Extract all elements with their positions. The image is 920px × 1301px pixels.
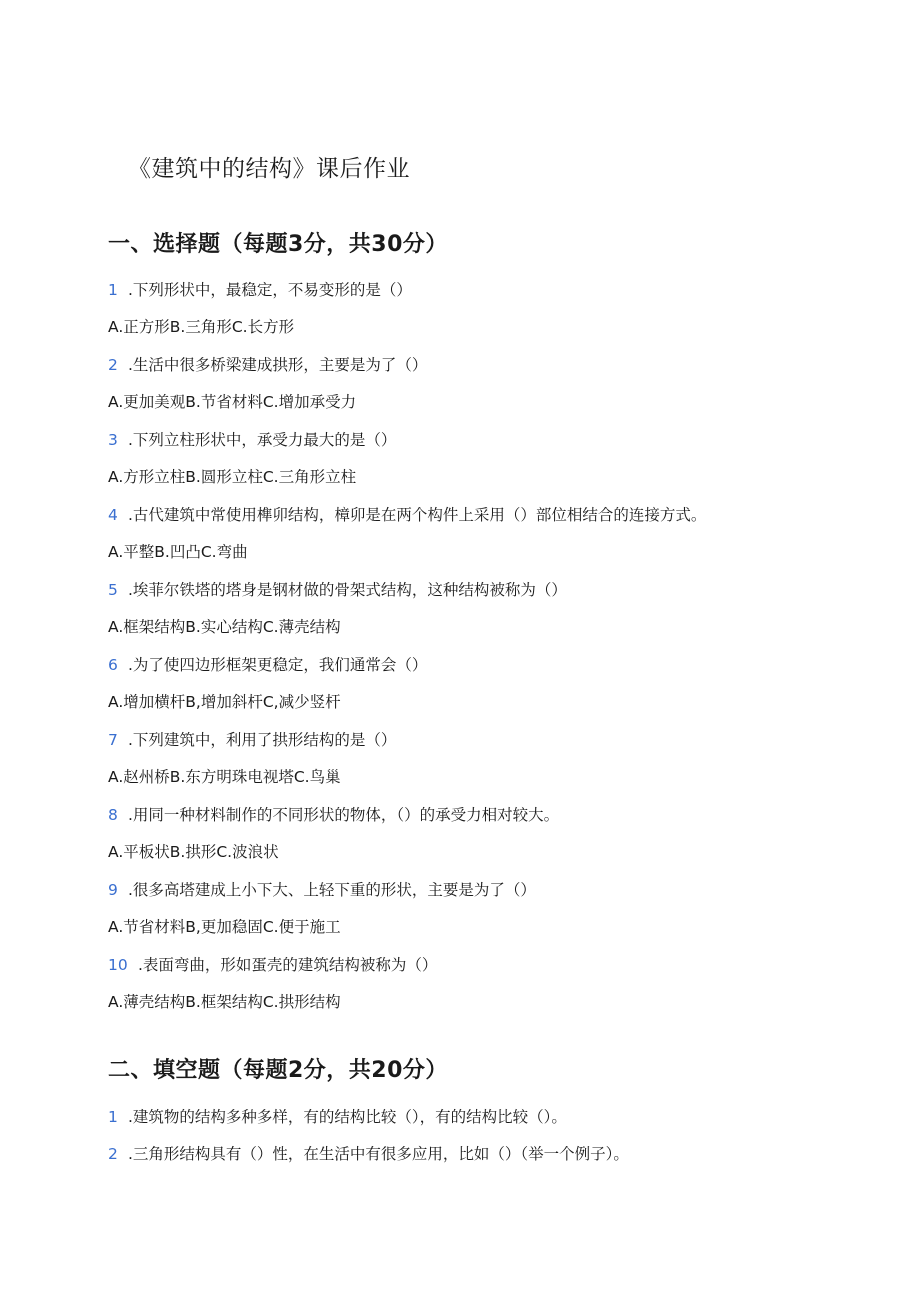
question-number: 3 bbox=[108, 431, 118, 449]
question-9 bbox=[108, 878, 536, 900]
question-text: .用同一种材料制作的不同形状的物体，（）的承受力相对较大。 bbox=[128, 806, 560, 824]
question-4-options: A.平整B.凹凸C.弯曲 bbox=[108, 543, 248, 561]
question-number: 7 bbox=[108, 731, 118, 749]
question-10-options: A.薄壳结构B.框架结构C.拱形结构 bbox=[108, 993, 341, 1011]
question-6 bbox=[108, 653, 427, 675]
question-2 bbox=[108, 353, 427, 375]
question-text: .埃菲尔铁塔的塔身是钢材做的骨架式结构，这种结构被称为（） bbox=[128, 581, 567, 599]
question-text: .建筑物的结构多种多样，有的结构比较（），有的结构比较（）。 bbox=[128, 1108, 567, 1126]
document-title: 《建筑中的结构》课后作业 bbox=[128, 156, 410, 182]
question-5-options: A.框架结构B.实心结构C.薄壳结构 bbox=[108, 618, 341, 636]
question-2-options: A.更加美观B.节省材料C.增加承受力 bbox=[108, 393, 357, 411]
question-number: 2 bbox=[108, 1145, 118, 1163]
question-number: 5 bbox=[108, 581, 118, 599]
question-text: .为了使四边形框架更稳定，我们通常会（） bbox=[128, 656, 428, 674]
question-number: 8 bbox=[108, 806, 118, 824]
question-6-options: A.增加横杆B,增加斜杆C,减少竖杆 bbox=[108, 693, 341, 711]
question-text: .表面弯曲，形如蛋壳的建筑结构被称为（） bbox=[138, 956, 438, 974]
question-number: 1 bbox=[108, 1108, 118, 1126]
question-text: .古代建筑中常使用榫卯结构，樟卯是在两个构件上采用（）部位相结合的连接方式。 bbox=[128, 506, 707, 524]
question-8-options: A.平板状B.拱形C.波浪状 bbox=[108, 843, 279, 861]
question-7-options: A.赵州桥B.东方明珠电视塔C.鸟巢 bbox=[108, 768, 341, 786]
question-text: .下列立柱形状中，承受力最大的是（） bbox=[128, 431, 397, 449]
question-7 bbox=[108, 728, 396, 750]
question-number: 1 bbox=[108, 281, 118, 299]
question-3-options: A.方形立柱B.圆形立柱C.三角形立柱 bbox=[108, 468, 357, 486]
question-1 bbox=[108, 278, 412, 300]
section-heading-fill: 二、填空题（每题2分，共20分） bbox=[108, 1058, 448, 1083]
question-text: .生活中很多桥梁建成拱形，主要是为了（） bbox=[128, 356, 428, 374]
question-text: .下列建筑中，利用了拱形结构的是（） bbox=[128, 731, 397, 749]
question-4 bbox=[108, 503, 706, 525]
question-9-options: A.节省材料B,更加稳固C.便于施工 bbox=[108, 918, 341, 936]
fill-question-2 bbox=[108, 1142, 629, 1164]
question-text: .下列形状中，最稳定，不易变形的是（） bbox=[128, 281, 412, 299]
section-heading-choice: 一、选择题（每题3分，共30分） bbox=[108, 232, 448, 257]
fill-question-1 bbox=[108, 1105, 567, 1127]
question-number: 2 bbox=[108, 356, 118, 374]
question-8 bbox=[108, 803, 559, 825]
question-number: 6 bbox=[108, 656, 118, 674]
question-text: .很多高塔建成上小下大、上轻下重的形状，主要是为了（） bbox=[128, 881, 536, 899]
question-3 bbox=[108, 428, 396, 450]
question-number: 10 bbox=[108, 956, 128, 974]
question-10 bbox=[108, 953, 437, 975]
question-number: 9 bbox=[108, 881, 118, 899]
question-1-options: A.正方形B.三角形C.长方形 bbox=[108, 318, 295, 336]
question-5 bbox=[108, 578, 567, 600]
question-number: 4 bbox=[108, 506, 118, 524]
question-text: .三角形结构具有（）性，在生活中有很多应用，比如（）（举一个例子）。 bbox=[128, 1145, 629, 1163]
